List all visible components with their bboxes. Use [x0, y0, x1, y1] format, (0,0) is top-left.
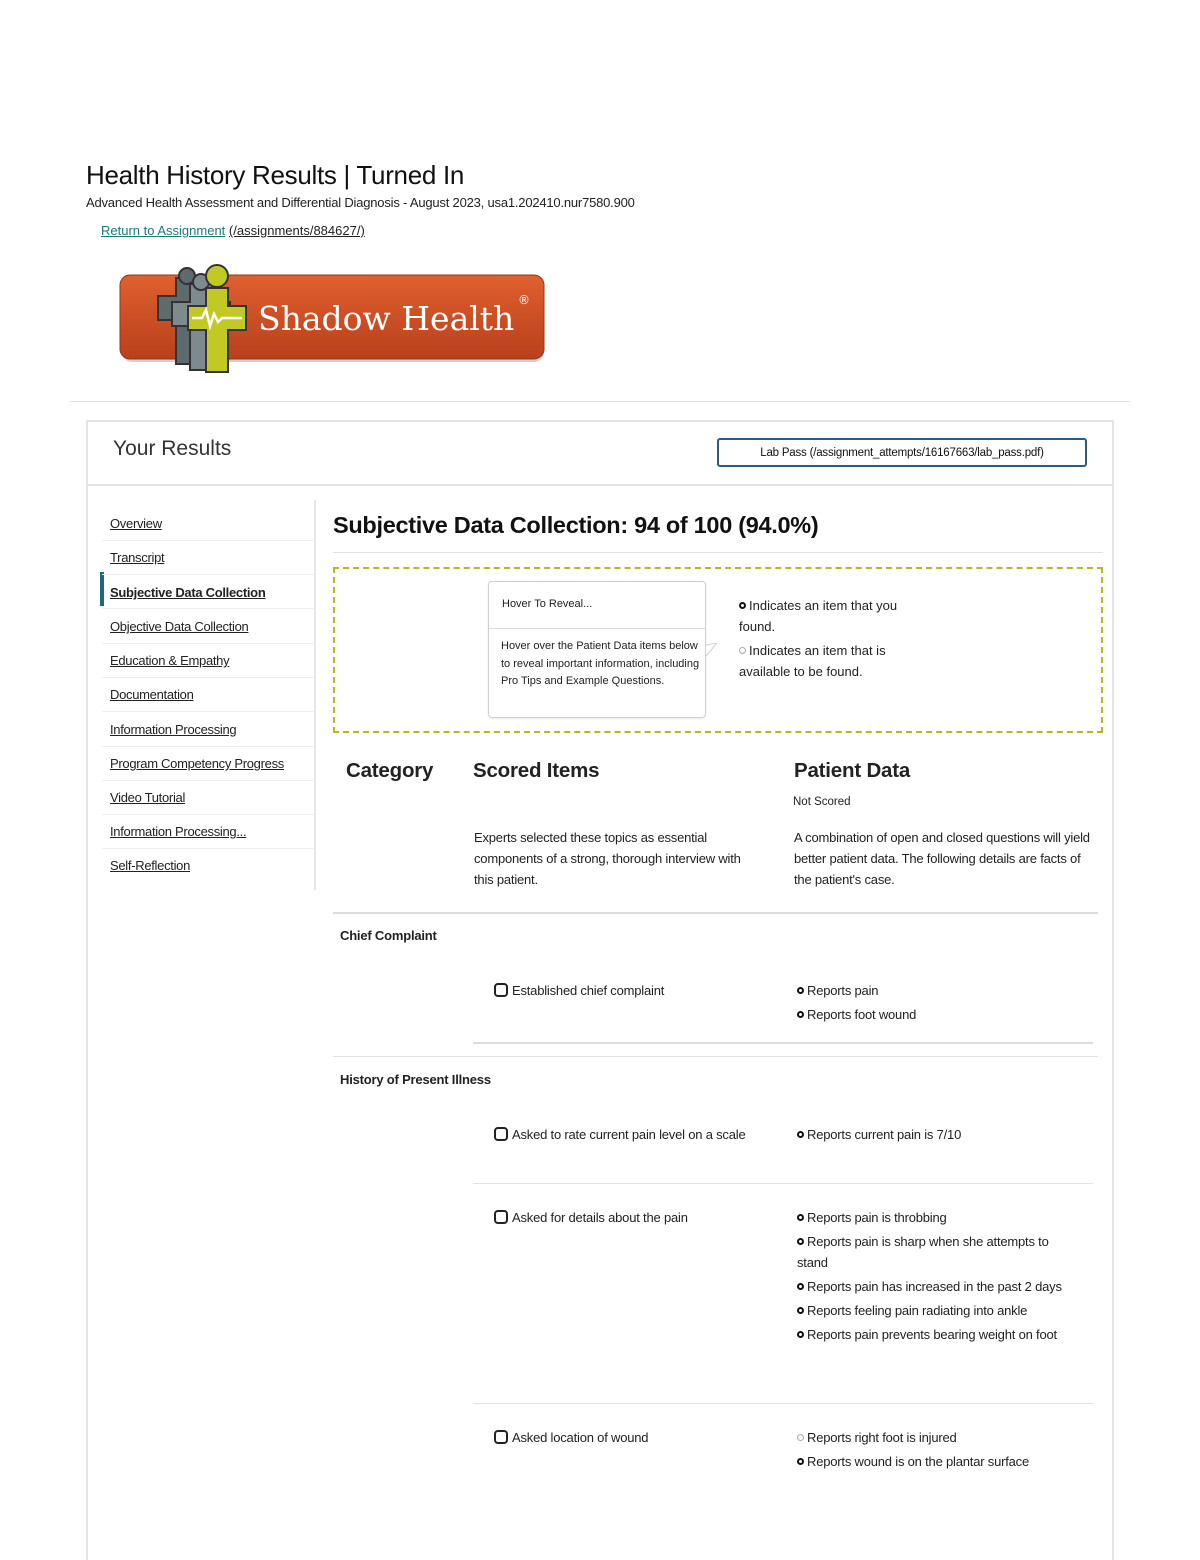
lab-pass-button[interactable]: Lab Pass (/assignment_attempts/16167663/lab_pass.pdf)	[717, 438, 1087, 467]
legend-available: Indicates an item that is available to be found.	[739, 643, 886, 679]
sidebar-item-subjective-data-collection[interactable]: Subjective Data Collection	[110, 585, 266, 600]
patient-data-description: A combination of open and closed questions will yield better patient data. The following details are facts of the patient's case.	[794, 830, 1090, 887]
found-indicator-icon	[797, 1307, 804, 1314]
patient-data-item[interactable]: Reports wound is on the plantar surface	[797, 1451, 1082, 1472]
patient-data-list	[797, 1207, 1082, 1348]
shadow-health-logo	[118, 258, 548, 378]
patient-data-list	[797, 1427, 1082, 1475]
page-title: Health History Results | Turned In	[86, 160, 465, 190]
found-indicator-icon	[797, 1331, 804, 1338]
sidebar-item-program-competency-progress[interactable]: Program Competency Progress	[110, 756, 284, 771]
return-link-url: (/assignments/884627/)	[228, 223, 365, 238]
found-indicator-icon	[797, 1283, 804, 1290]
patient-data-item[interactable]: Reports pain	[797, 980, 1082, 1001]
legend-box	[333, 567, 1103, 733]
found-indicator-icon	[797, 1214, 804, 1221]
legend-found: Indicates an item that you found.	[739, 598, 898, 634]
not-scored-label: Not Scored	[793, 796, 851, 808]
svg-text:®: ®	[518, 293, 530, 307]
scored-item: Asked location of wound	[494, 1427, 764, 1448]
course-subtitle: Advanced Health Assessment and Differential Diagnosis - August 2023, usa1.202410.nur7580.900	[86, 195, 635, 210]
sidebar-item-information-processing-2[interactable]: Information Processing...	[110, 824, 247, 839]
section-score-title: Subjective Data Collection: 94 of 100 (94.0%)	[333, 512, 819, 538]
results-card	[86, 420, 1114, 1560]
patient-data-item[interactable]: Reports pain is throbbing	[797, 1207, 1082, 1228]
callout-pointer-icon	[706, 643, 718, 657]
patient-data-item[interactable]: Reports pain has increased in the past 2 days	[797, 1276, 1082, 1297]
available-indicator-icon	[739, 647, 746, 654]
sidebar-item-documentation[interactable]: Documentation	[110, 687, 194, 702]
category-history-of-present-illness: History of Present Illness	[340, 1072, 491, 1087]
found-indicator-icon	[797, 1238, 804, 1245]
hover-to-reveal-card[interactable]	[488, 581, 706, 718]
category-chief-complaint: Chief Complaint	[340, 928, 437, 943]
checkbox-icon	[494, 983, 508, 997]
scored-item: Asked to rate current pain level on a scale	[494, 1124, 764, 1145]
checkbox-icon	[494, 1210, 508, 1224]
checkbox-icon	[494, 1127, 508, 1141]
found-indicator-icon	[739, 602, 746, 609]
scored-item: Established chief complaint	[494, 980, 764, 1001]
patient-data-item[interactable]: Reports current pain is 7/10	[797, 1124, 1082, 1145]
active-nav-indicator	[100, 572, 104, 606]
found-indicator-icon	[797, 987, 804, 994]
found-indicator-icon	[797, 1011, 804, 1018]
return-link-row	[101, 223, 365, 238]
sidebar-item-overview[interactable]: Overview	[110, 516, 162, 531]
patient-data-list	[797, 1124, 1082, 1148]
patient-data-list	[797, 980, 1082, 1028]
column-header-category: Category	[346, 759, 434, 782]
results-title: Your Results	[113, 437, 232, 460]
patient-data-item[interactable]: Reports right foot is injured	[797, 1427, 1082, 1448]
found-indicator-icon	[797, 1458, 804, 1465]
available-indicator-icon	[797, 1434, 804, 1441]
column-header-patient-data: Patient Data	[794, 759, 911, 782]
patient-data-item[interactable]: Reports feeling pain radiating into ankle	[797, 1300, 1082, 1321]
checkbox-icon	[494, 1430, 508, 1444]
sidebar-item-video-tutorial[interactable]: Video Tutorial	[110, 790, 186, 805]
hover-card-body: Hover over the Patient Data items below to reveal important information, including Pro Tips and Example Questions.	[501, 640, 700, 687]
found-indicator-icon	[797, 1131, 804, 1138]
sidebar-item-transcript[interactable]: Transcript	[110, 550, 165, 565]
sidebar-item-education-empathy[interactable]: Education & Empathy	[110, 653, 230, 668]
patient-data-item[interactable]: Reports pain prevents bearing weight on foot	[797, 1324, 1082, 1345]
sidebar-item-self-reflection[interactable]: Self-Reflection	[110, 858, 191, 873]
patient-data-item[interactable]: Reports pain is sharp when she attempts to stand	[797, 1234, 1049, 1270]
results-sidebar-nav	[88, 500, 316, 890]
results-header	[88, 422, 1112, 486]
logo-wordmark: Shadow Health	[258, 299, 515, 338]
return-to-assignment-link[interactable]: Return to Assignment	[101, 223, 226, 238]
patient-data-item[interactable]: Reports foot wound	[797, 1004, 1082, 1025]
sidebar-item-objective-data-collection[interactable]: Objective Data Collection	[110, 619, 249, 634]
scored-item: Asked for details about the pain	[494, 1207, 764, 1228]
hover-card-title: Hover To Reveal...	[489, 582, 705, 629]
column-header-scored-items: Scored Items	[473, 759, 600, 782]
scored-items-description: Experts selected these topics as essential components of a strong, thorough interview with this patient.	[474, 830, 741, 887]
header-divider	[70, 401, 1130, 402]
sidebar-item-information-processing[interactable]: Information Processing	[110, 722, 237, 737]
